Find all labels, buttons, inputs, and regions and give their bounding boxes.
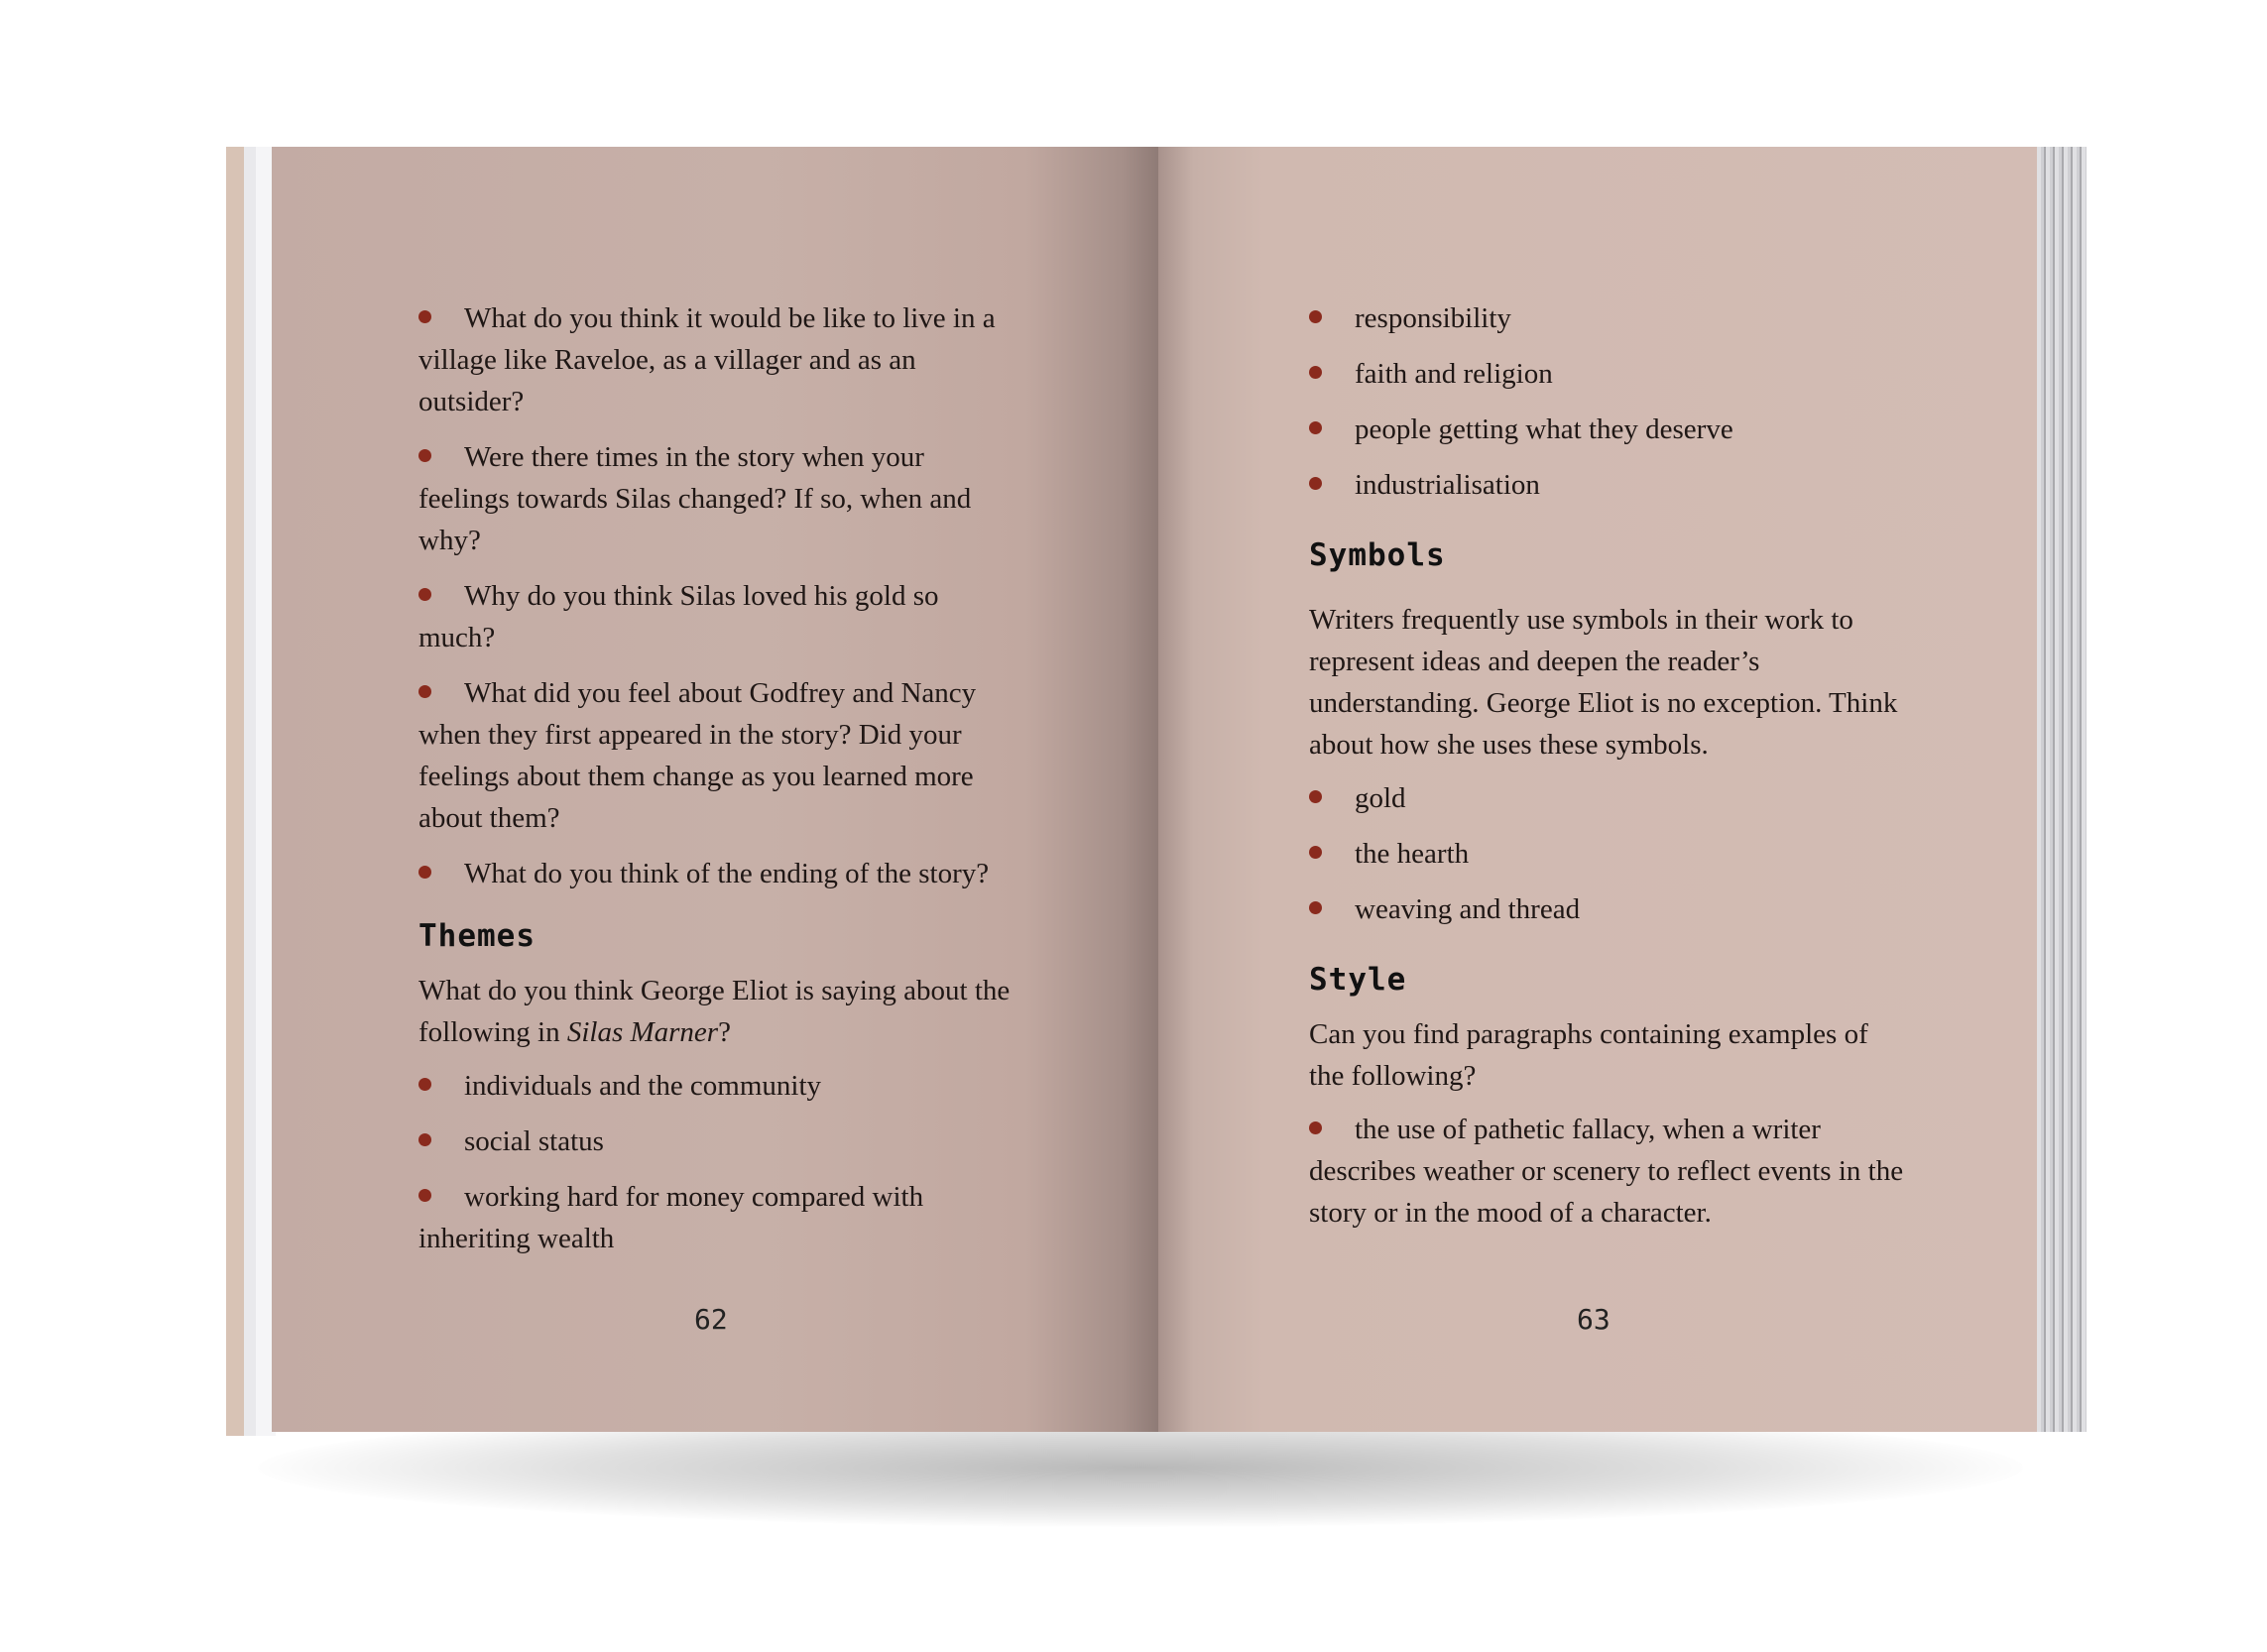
right-page-edges — [2035, 147, 2087, 1432]
theme-item: people getting what they deserve — [1309, 409, 1904, 450]
question-item: What do you think of the ending of the story? — [418, 853, 1014, 894]
theme-item: individuals and the community — [418, 1065, 1014, 1107]
left-page — [272, 147, 1158, 1432]
symbols-intro: Writers frequently use symbols in their work to represent ideas and deepen the reader’s understanding. George Eliot is no exception. Think about how she uses these symbols. — [1309, 604, 1898, 761]
symbol-item: the hearth — [1309, 833, 1904, 875]
style-heading: Style — [1309, 962, 1407, 998]
question-item: Were there times in the story when your feelings towards Silas changed? If so, when and why? — [418, 441, 972, 556]
theme-item: working hard for money compared with inheriting wealth — [418, 1181, 924, 1254]
themes-intro: What do you think George Eliot is saying about the following in Silas Marner? — [418, 975, 1011, 1048]
bullet-dot-icon — [418, 588, 431, 601]
theme-item: industrialisation — [1309, 464, 1904, 506]
page-number-left: 62 — [694, 1303, 728, 1336]
bullet-dot-icon — [1309, 846, 1322, 859]
symbol-item: gold — [1309, 777, 1904, 819]
right-page — [1158, 147, 2037, 1432]
style-item: the use of pathetic fallacy, when a writer describes weather or scenery to reflect events in the story or in the mood of a character. — [1309, 1114, 1904, 1229]
question-item: Why do you think Silas loved his gold so much? — [418, 580, 939, 653]
bullet-dot-icon — [418, 1133, 431, 1146]
bullet-dot-icon — [418, 310, 431, 323]
right-page-content — [1309, 297, 1904, 1247]
bullet-dot-icon — [1309, 366, 1322, 379]
bullet-dot-icon — [1309, 310, 1322, 323]
bullet-dot-icon — [1309, 1121, 1322, 1134]
bullet-dot-icon — [418, 866, 431, 879]
bullet-dot-icon — [1309, 477, 1322, 490]
bullet-dot-icon — [1309, 421, 1322, 434]
bullet-dot-icon — [1309, 901, 1322, 914]
page-number-right: 63 — [1577, 1303, 1611, 1336]
theme-item: faith and religion — [1309, 353, 1904, 395]
bullet-dot-icon — [418, 685, 431, 698]
left-page-edges — [226, 147, 276, 1436]
themes-heading: Themes — [418, 918, 536, 954]
question-item: What did you feel about Godfrey and Nancy when they first appeared in the story? Did your feelings about them change as you learned more about them? — [418, 677, 977, 834]
style-intro: Can you find paragraphs containing examples of the following? — [1309, 1018, 1868, 1092]
question-item: What do you think it would be like to live in a village like Raveloe, as a villager and as an outsider? — [418, 302, 996, 417]
left-page-content — [418, 297, 1014, 1273]
theme-item: responsibility — [1309, 297, 1904, 339]
symbol-item: weaving and thread — [1309, 888, 1904, 930]
book-title: Silas Marner — [566, 1016, 719, 1048]
theme-item: social status — [418, 1121, 1014, 1162]
bullet-dot-icon — [418, 449, 431, 462]
bullet-dot-icon — [1309, 790, 1322, 803]
symbols-heading: Symbols — [1309, 537, 1446, 573]
bullet-dot-icon — [418, 1189, 431, 1202]
bullet-dot-icon — [418, 1078, 431, 1091]
